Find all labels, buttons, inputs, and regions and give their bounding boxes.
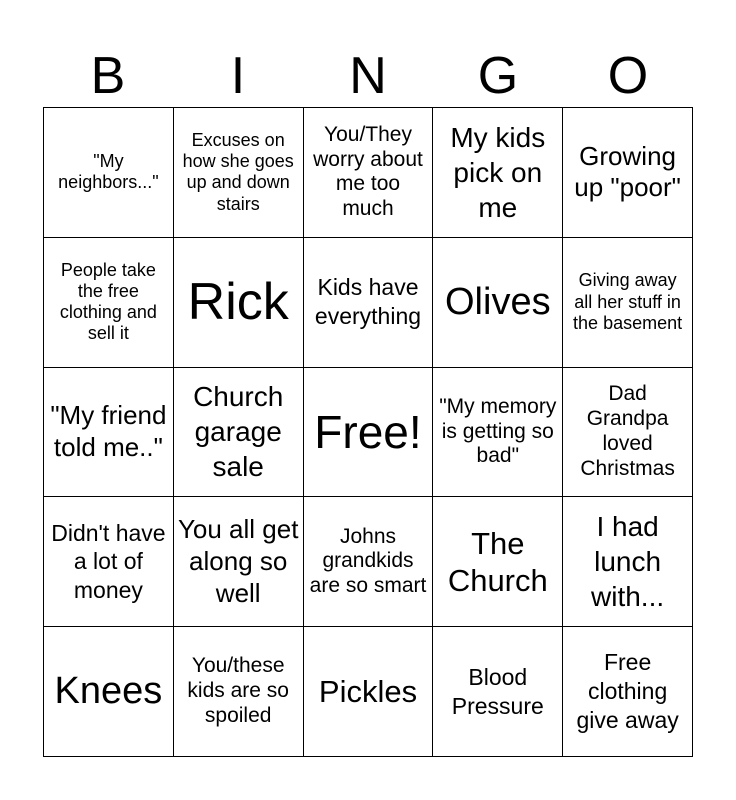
header-letter-n: N [349,47,387,105]
bingo-cell[interactable]: "My memory is getting so bad" [433,368,563,498]
bingo-header [43,44,693,108]
bingo-cell[interactable]: Johns grandkids are so smart [304,497,434,627]
bingo-cell[interactable]: You/these kids are so spoiled [174,627,304,757]
bingo-cell[interactable]: Knees [44,627,174,757]
header-letter-i: I [230,47,246,105]
bingo-cell[interactable]: Didn't have a lot of money [44,497,174,627]
bingo-cell[interactable]: Olives [433,238,563,368]
bingo-cell[interactable]: "My neighbors..." [44,108,174,238]
bingo-cell[interactable]: I had lunch with... [563,497,693,627]
bingo-cell[interactable]: Church garage sale [174,368,304,498]
header-letter-b: B [90,47,126,105]
header-letter-g: G [477,47,519,105]
bingo-cell[interactable]: Blood Pressure [433,627,563,757]
bingo-cell[interactable]: Excuses on how she goes up and down stairs [174,108,304,238]
bingo-board [43,107,693,757]
bingo-cell[interactable]: Growing up "poor" [563,108,693,238]
bingo-cell[interactable]: Dad Grandpa loved Christmas [563,368,693,498]
bingo-cell[interactable]: Rick [174,238,304,368]
bingo-cell[interactable]: "My friend told me.." [44,368,174,498]
bingo-cell[interactable]: The Church [433,497,563,627]
bingo-cell[interactable]: Kids have everything [304,238,434,368]
bingo-cell[interactable]: You all get along so well [174,497,304,627]
header-letter-o: O [607,47,649,105]
bingo-cell[interactable]: Giving away all her stuff in the basement [563,238,693,368]
bingo-cell[interactable]: My kids pick on me [433,108,563,238]
bingo-cell[interactable]: You/They worry about me too much [304,108,434,238]
bingo-cell[interactable]: People take the free clothing and sell it [44,238,174,368]
free-space-cell[interactable]: Free! [304,368,434,498]
bingo-cell[interactable]: Free clothing give away [563,627,693,757]
bingo-cell[interactable]: Pickles [304,627,434,757]
